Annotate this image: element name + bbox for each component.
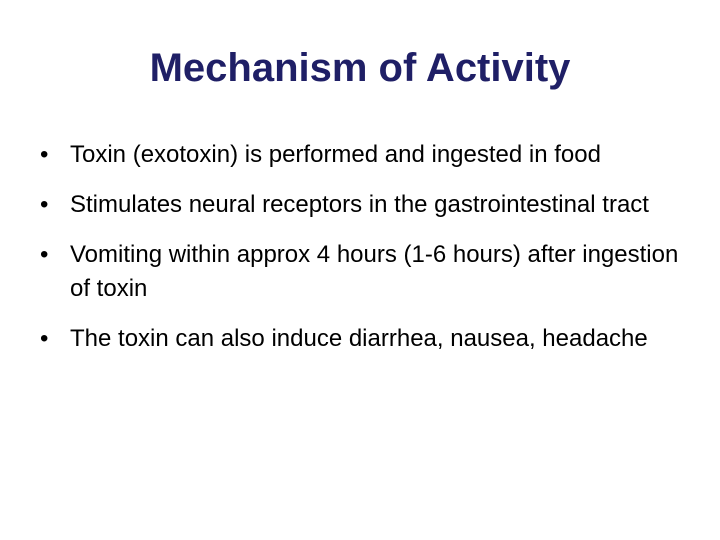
bullet-dot-icon: • [40,241,49,268]
bullet-text: Vomiting within approx 4 hours (1-6 hours) after ingestion of toxin [70,241,679,302]
slide-title: Mechanism of Activity [149,46,571,90]
bullet-list [28,138,688,372]
bullet-dot-icon: • [40,325,49,352]
bullet-dot-icon: • [40,141,49,168]
bullet-item [28,188,688,222]
bullet-item [28,322,688,356]
bullet-dot-icon: • [40,191,49,218]
bullet-item [28,238,688,306]
bullet-item [28,138,688,172]
bullet-text: Toxin (exotoxin) is performed and ingested in food [70,141,601,168]
bullet-text: The toxin can also induce diarrhea, nausea, headache [70,325,648,352]
bullet-text: Stimulates neural receptors in the gastrointestinal tract [70,191,649,218]
